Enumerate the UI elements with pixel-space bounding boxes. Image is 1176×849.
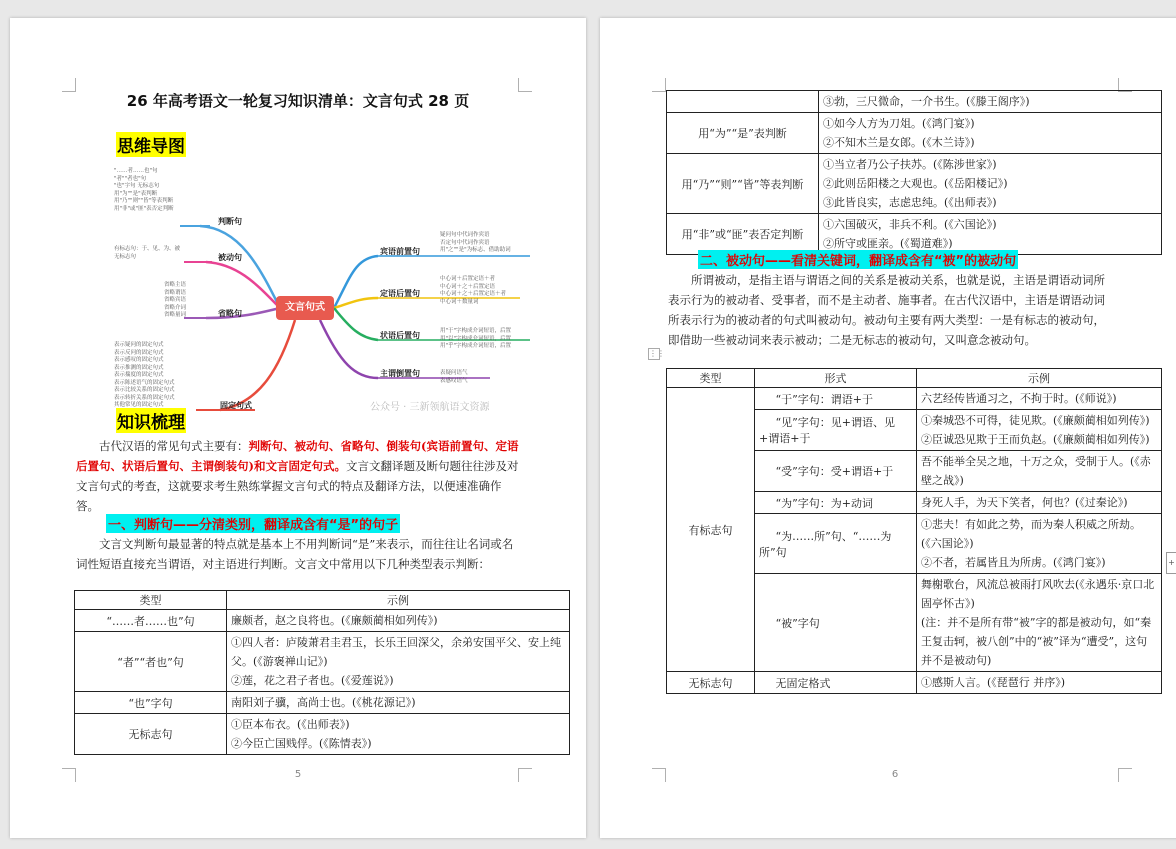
page-number: 5 — [294, 769, 302, 780]
mindmap-node-judge: 判断句 — [218, 217, 242, 226]
table-cell-example: ①如今人方为刀俎。(《鸿门宴》) ②不知木兰是女郎。(《木兰诗》) — [819, 113, 1162, 154]
table-row — [75, 714, 570, 755]
mindmap-node-obj-front: 宾语前置句 — [380, 247, 420, 256]
table-row — [667, 91, 1162, 113]
table-header-example: 示例 — [227, 591, 570, 610]
table-cell-type — [667, 91, 819, 113]
table-row — [667, 672, 1162, 694]
table-cell-form: “被”字句 — [755, 574, 917, 672]
mindmap-node-pred-inv: 主谓倒置句 — [380, 369, 420, 378]
expand-panel-button[interactable]: + — [1166, 552, 1176, 574]
table-cell-form: “于”字句：谓语+于 — [755, 388, 917, 410]
table-cell-example: ①六国破灭，非兵不利。(《六国论》) ②所守或匪亲。(《蜀道难》) — [819, 214, 1162, 255]
table-cell-type: 无标志句 — [75, 714, 227, 755]
table-cell-form: “受”字句：受+谓语+于 — [755, 451, 917, 492]
table-cell-example: 舞榭歌台，风流总被雨打风吹去(《永遇乐·京口北固亭怀古》) (注：并不是所有带“被”字的都是被动句，如“秦王复击轲，被八创”中的“被”译为“遭受”，这句并不是被动句) — [917, 574, 1162, 672]
mindmap-node-passive: 被动句 — [218, 253, 242, 262]
table-row — [75, 610, 570, 632]
table-cell-type: “也”字句 — [75, 692, 227, 714]
table-cell-type: 用“乃”“则”“皆”等表判断 — [667, 154, 819, 214]
table-cell-type: 有标志句 — [667, 388, 755, 672]
table-row — [667, 113, 1162, 154]
watermark-text: 公众号 · 三新领航语文资源 — [370, 402, 490, 413]
table-row — [75, 692, 570, 714]
judgment-paragraph: 文言文判断句最显著的特点就是基本上不用判断词“是”来表示，而往往让名词或名词性短语直接充当谓语，对主语进行判断。文言文中常用以下几种类型表示判断： — [76, 537, 514, 571]
mindmap-attr-back-notes: 中心词＋后置定语＋者 中心词＋之＋后置定语 中心词＋之＋后置定语＋者 中心词＋数量词 — [440, 276, 507, 305]
section-heading-judgment: 一、判断句——分清类别，翻译成含有“是”的句子 — [106, 514, 400, 533]
table-cell-type: 用“非”或“匪”表否定判断 — [667, 214, 819, 255]
mindmap-obj-front-notes: 疑问句中代词作宾语 否定句中代词作宾语 用"之""是"为标志、借助助词 — [440, 232, 511, 253]
mindmap-node-omit: 省略句 — [218, 309, 242, 318]
mindmap-heading: 思维导图 — [116, 132, 186, 157]
table-cell-form: “为……所”句、“……为所”句 — [755, 514, 917, 574]
mindmap-judge-notes: "……者……也"句 "者""者也"句 "也"字句 无标志句 用"为""是"表判断 用"乃""则""皆"等表判断 用"非"或"匪"表否定判断 — [114, 168, 174, 212]
paragraph-handle-button[interactable]: ⋮⋮ — [649, 349, 665, 358]
table-cell-example: ①当立者乃公子扶苏。(《陈涉世家》) ②此则岳阳楼之大观也。(《岳阳楼记》) ③此皆良实，志虑忠纯。(《出师表》) — [819, 154, 1162, 214]
table-cell-example: ①四人者：庐陵萧君圭君玉，长乐王回深父，余弟安国平父、安上纯父。(《游褒禅山记》) ②莲，花之君子者也。(《爱莲说》) — [227, 632, 570, 692]
table-cell-form: 无固定格式 — [755, 672, 917, 694]
section-heading-passive: 二、被动句——看清关键词，翻译成含有“被”的被动句 — [698, 250, 1018, 269]
document-page-5 — [10, 18, 586, 838]
table-row — [667, 154, 1162, 214]
page-number: 6 — [891, 769, 899, 780]
table-row — [667, 388, 1162, 410]
table-row — [75, 632, 570, 692]
table-cell-example: ③勃，三尺微命，一介书生。(《滕王阁序》) — [819, 91, 1162, 113]
table-header-type: 类型 — [667, 369, 755, 388]
intro-paragraph: 古代汉语的常见句式主要有：判断句、被动句、省略句、倒装句(宾语前置句、定语后置句、状语后置句、主谓倒装句)和文言固定句式。文言文翻译题及断句题往往涉及对文言句式的考查，这就要求考生熟练掌握文言句式的特点及翻译方法，以便速准确作答。 — [76, 439, 519, 513]
table-cell-example: 六艺经传皆通习之，不拘于时。(《师说》) — [917, 388, 1162, 410]
judgment-table — [74, 590, 570, 755]
table-cell-example: ①感斯人言。(《琵琶行 并序》) — [917, 672, 1162, 694]
document-title: 26 年高考语文一轮复习知识清单：文言句式 28 页 — [126, 92, 470, 110]
judgment-table-continued — [666, 90, 1162, 255]
document-page-6 — [600, 18, 1176, 838]
mindmap-node-adv-back: 状语后置句 — [380, 331, 420, 340]
mindmap-node-attr-back: 定语后置句 — [380, 289, 420, 298]
passive-paragraph: 所谓被动，是指主语与谓语之间的关系是被动关系，也就是说，主语是谓语动词所表示行为的被动者、受事者，而不是主动者、施事者。在古代汉语中，主语是谓语动词所表示行为的被动者的句式叫被动句。被动句主要有两大类型：一是有标志的被动句，即借助一些被动词来表示被动；二是无标志的被动句，又叫意念被动句。 — [668, 273, 1105, 347]
table-cell-example: 吾不能举全吴之地，十万之众，受制于人。(《赤壁之战》) — [917, 451, 1162, 492]
mindmap-node-fixed: 固定句式 — [220, 401, 252, 410]
table-cell-example: 廉颇者，赵之良将也。(《廉颇蔺相如列传》) — [227, 610, 570, 632]
mindmap-adv-back-notes: 用"于"字构成介词短语，后置 用"以"字构成介词短语，后置 用"乎"字构成介词短语，后置 — [440, 328, 512, 349]
knowledge-heading: 知识梳理 — [116, 408, 186, 433]
table-header-type: 类型 — [75, 591, 227, 610]
mindmap-pred-inv-notes: 表疑问语气 表感叹语气 — [440, 370, 468, 384]
passive-table — [666, 368, 1162, 694]
mindmap-passive-notes: 有标志句：于、见、为、被 无标志句 — [114, 246, 181, 260]
margin-corner-mark — [652, 78, 666, 92]
table-cell-example: 南阳刘子骥，高尚士也。(《桃花源记》) — [227, 692, 570, 714]
table-cell-example: ①悲夫！有如此之势，而为秦人积威之所劫。(《六国论》) ②不者，若属皆且为所虏。(《鸿门宴》) — [917, 514, 1162, 574]
table-cell-example: 身死人手，为天下笑者，何也？(《过秦论》) — [917, 492, 1162, 514]
table-header-example: 示例 — [917, 369, 1162, 388]
mindmap-center-node: 文言句式 — [276, 296, 334, 320]
table-cell-form: “为”字句：为+动词 — [755, 492, 917, 514]
table-cell-form: “见”字句：见+谓语、见+谓语+于 — [755, 410, 917, 451]
table-cell-example: ①臣本布衣。(《出师表》) ②今臣亡国贱俘。(《陈情表》) — [227, 714, 570, 755]
table-header-form: 形式 — [755, 369, 917, 388]
table-cell-example: ①秦城恐不可得，徒见欺。(《廉颇蔺相如列传》) ②臣诚恐见欺于王而负赵。(《廉颇蔺相如列传》) — [917, 410, 1162, 451]
table-cell-type: 用“为”“是”表判断 — [667, 113, 819, 154]
mindmap-diagram — [110, 168, 540, 420]
mindmap-fixed-notes: 表示疑问的固定句式 表示反问的固定句式 表示感叹的固定句式 表示推测的固定句式 表示揣度的固定句式 表示陈述语气的固定句式 表示比较关系的固定句式 表示转折关系的固定句式 其他常见的固定句式 — [114, 342, 175, 408]
table-cell-type: “者”“者也”句 — [75, 632, 227, 692]
table-row — [667, 214, 1162, 255]
mindmap-omit-notes: 省略主语 省略谓语 省略宾语 省略介词 省略量词 — [164, 282, 187, 318]
table-cell-type: 无标志句 — [667, 672, 755, 694]
table-cell-type: “……者……也”句 — [75, 610, 227, 632]
